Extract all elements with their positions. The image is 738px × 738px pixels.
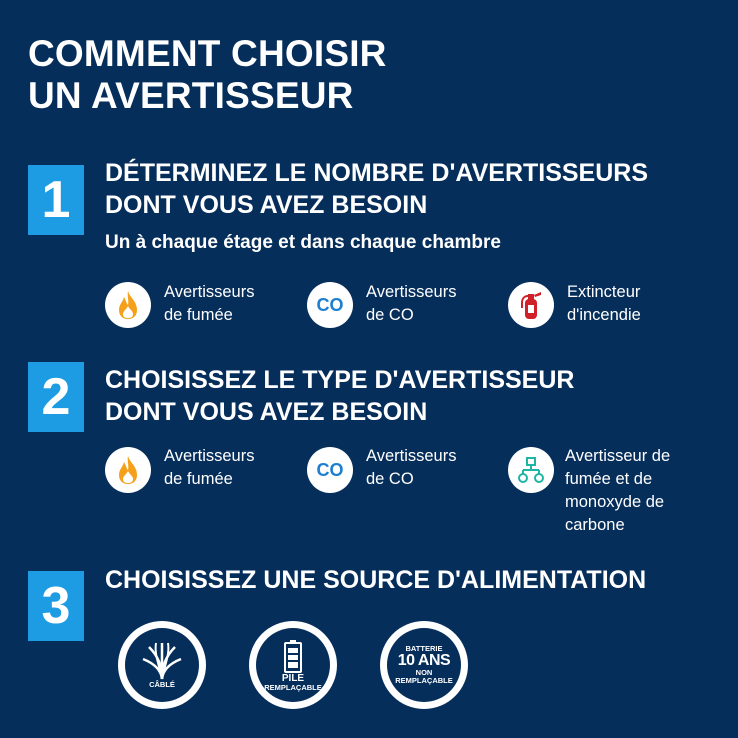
ten-year-label-top: BATTERIE	[405, 644, 443, 653]
flame-icon	[105, 447, 151, 493]
wire-icon-inner	[125, 628, 199, 702]
wire-icon	[118, 621, 206, 709]
step-1-item-2-line-1: Avertisseurs	[366, 283, 457, 301]
step-2-item-3-label	[565, 445, 670, 537]
step-2-item-1-label	[164, 445, 254, 491]
step-1-number-badge: 1	[28, 165, 84, 235]
battery-icon-inner	[256, 628, 330, 702]
co-icon-text: CO	[316, 294, 344, 315]
battery-label-top: PILE	[281, 672, 305, 684]
step-2-item-3-line-1: Avertisseur de	[565, 447, 671, 465]
ten-year-label-big: 10 ANS	[397, 652, 451, 669]
step-2-number-badge: 2	[28, 362, 84, 432]
wire-label: CÂBLÉ	[149, 680, 175, 689]
step-1-item-1-line-1: Avertisseurs	[164, 283, 255, 301]
step-1-item-2-label	[366, 281, 456, 327]
step-1-item-3-label	[567, 281, 641, 327]
step-1-heading-line-1: DÉTERMINEZ LE NOMBRE D'AVERTISSEURS	[105, 159, 649, 187]
step-3-heading	[105, 564, 646, 596]
step-1-item-3-line-1: Extincteur	[567, 283, 641, 301]
step-3-number-badge: 3	[28, 571, 84, 641]
co-icon	[307, 447, 353, 493]
step-1-item-2-line-2: de CO	[366, 306, 414, 324]
ten-year-battery-icon	[380, 621, 468, 709]
step-1-item-1-line-2: de fumée	[164, 306, 233, 324]
battery-icon	[249, 621, 337, 709]
step-1-heading	[105, 157, 648, 221]
page-title	[28, 33, 387, 117]
step-2-item-1-line-2: de fumée	[164, 470, 233, 488]
step-2-heading	[105, 364, 574, 428]
step-2-item-3-line-3: monoxyde de	[565, 493, 665, 511]
flame-icon	[105, 282, 151, 328]
step-1-subtitle: Un à chaque étage et dans chaque chambre	[105, 232, 501, 253]
step-1-heading-line-2: DONT VOUS AVEZ BESOIN	[105, 191, 428, 219]
fire-extinguisher-icon	[508, 282, 554, 328]
step-2-item-3-line-4: carbone	[565, 516, 625, 534]
title-line-2: UN AVERTISSEUR	[28, 75, 354, 116]
step-2-item-2-line-1: Avertisseurs	[366, 447, 457, 465]
title-line-1: COMMENT CHOISIR	[28, 33, 387, 74]
step-2-heading-line-1: CHOISISSEZ LE TYPE D'AVERTISSEUR	[105, 366, 575, 394]
ten-year-label-bottom: REMPLAÇABLE	[395, 676, 453, 685]
network-icon	[508, 447, 554, 493]
battery-label-bottom: REMPLAÇABLE	[264, 682, 322, 692]
step-2-heading-line-2: DONT VOUS AVEZ BESOIN	[105, 398, 428, 426]
step-1-item-3-line-2: d'incendie	[567, 306, 641, 324]
ten-year-label-mid: NON	[415, 668, 433, 677]
step-2-item-3-line-2: fumée et de	[565, 470, 653, 488]
co-icon	[307, 282, 353, 328]
step-3-heading-line-1: CHOISISSEZ UNE SOURCE D'ALIMENTATION	[105, 566, 647, 594]
co-icon-text: CO	[316, 459, 344, 480]
step-2-item-1-line-1: Avertisseurs	[164, 447, 255, 465]
step-2-item-2-line-2: de CO	[366, 470, 414, 488]
step-2-item-2-label	[366, 445, 456, 491]
ten-year-battery-icon-inner	[387, 628, 461, 702]
step-1-item-1-label	[164, 281, 254, 327]
